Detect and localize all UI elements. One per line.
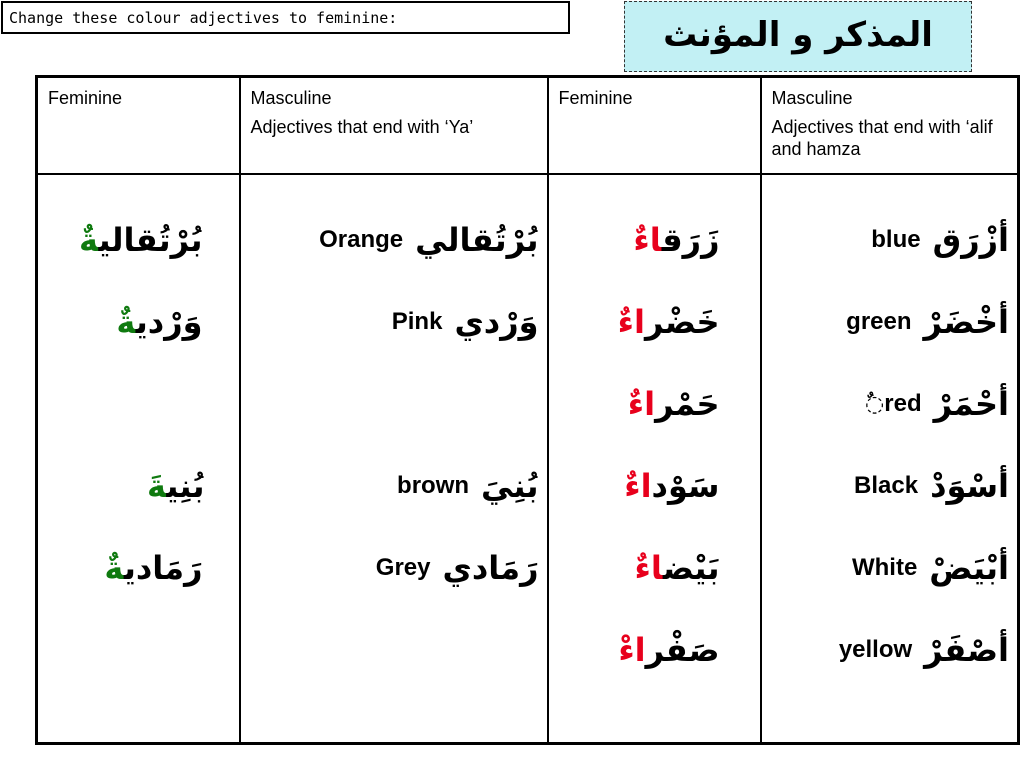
feminine-ending: اءٌ [627,385,656,423]
list-item [38,199,239,281]
masculine-hamza-column [761,174,1019,744]
header-feminine-hamza [548,77,761,175]
list-item [241,527,547,609]
list-item [762,199,1018,281]
feminine-ending: ةٌ [116,303,136,341]
arabic-word: بُرْتُقالي [415,221,539,259]
header-note: Adjectives that end with ‘alif and hamza [771,117,993,159]
list-item [549,281,760,363]
header-masculine-ya [240,77,548,175]
english-word: ◌ٌred [865,390,922,417]
list-item [762,281,1018,363]
feminine-word: صَفْراءْ [618,631,720,669]
list-item [549,527,760,609]
header-row [37,77,1019,175]
header-label: Feminine [558,88,633,108]
arabic-word: أزْرَق [932,221,1009,259]
header-label: Masculine [250,88,332,108]
feminine-ending: اءٌ [633,221,662,259]
arabic-word: أبْيَضْ [929,549,1009,587]
feminine-word: حَمْراءٌ [627,385,720,423]
english-word: Grey [375,554,431,581]
feminine-ending: ةَ [146,467,167,505]
arabic-word: بُنِيَ [481,467,539,505]
arabic-word: أسْوَدْ [930,467,1009,505]
tanween-mark: ◌ٌ [865,391,885,416]
list-item [762,609,1018,691]
list-spacer [241,363,547,445]
list-item [38,527,239,609]
feminine-ya-column [37,174,240,744]
list-item [549,363,760,445]
arabic-word: أخْضَرْ [923,303,1009,341]
list-item [549,445,760,527]
english-word: blue [871,226,921,253]
feminine-ending: ةٌ [104,549,124,587]
list-item [38,281,239,363]
list-item [241,199,547,281]
lesson-title: المذكر و المؤنث [624,1,972,72]
feminine-word: بُرْتُقاليةٌ [79,221,203,259]
header-note: Adjectives that end with ‘Ya’ [250,117,474,137]
arabic-word: أحْمَرْ [933,385,1009,423]
feminine-word: وَرْديةٌ [116,303,203,341]
feminine-word: بُنِيةَ [146,467,205,505]
english-word: yellow [838,636,913,663]
feminine-ending: اءٌ [617,303,645,341]
feminine-word: خَضْراءٌ [617,303,720,341]
header-label: Feminine [48,88,123,108]
body-row [37,174,1019,744]
english-word: green [846,308,912,335]
list-item [241,281,547,363]
feminine-ending: اءٌ [634,549,663,587]
masculine-ya-column [240,174,548,744]
header-feminine-ya [37,77,240,175]
feminine-hamza-column [548,174,761,744]
header-masculine-hamza [761,77,1019,175]
list-item [762,445,1018,527]
feminine-word: زَرَقاءٌ [633,221,720,259]
list-spacer [38,363,239,445]
english-word: Black [854,472,919,499]
list-item [549,609,760,691]
list-item [549,199,760,281]
feminine-word: سَوْداءٌ [624,467,720,505]
feminine-word: بَيْضاءٌ [634,549,720,587]
feminine-ending: اءٌ [624,467,652,505]
english-word: White [851,554,918,581]
feminine-word: رَمَاديةٌ [104,549,203,587]
arabic-word: رَمَادي [442,549,539,587]
feminine-ending: ةٌ [79,221,99,259]
instruction-text: Change these colour adjectives to feminine: [1,1,570,34]
english-word: brown [397,472,470,499]
list-item [38,445,239,527]
header-label: Masculine [771,88,853,108]
list-item [762,527,1018,609]
adjectives-table [35,75,1020,745]
feminine-ending: اءْ [618,631,646,669]
list-item [762,363,1018,445]
list-item [241,445,547,527]
arabic-word: أصْفَرْ [924,631,1009,669]
english-word: Orange [319,226,404,253]
english-word: Pink [391,308,443,335]
arabic-word: وَرْدي [454,303,539,341]
